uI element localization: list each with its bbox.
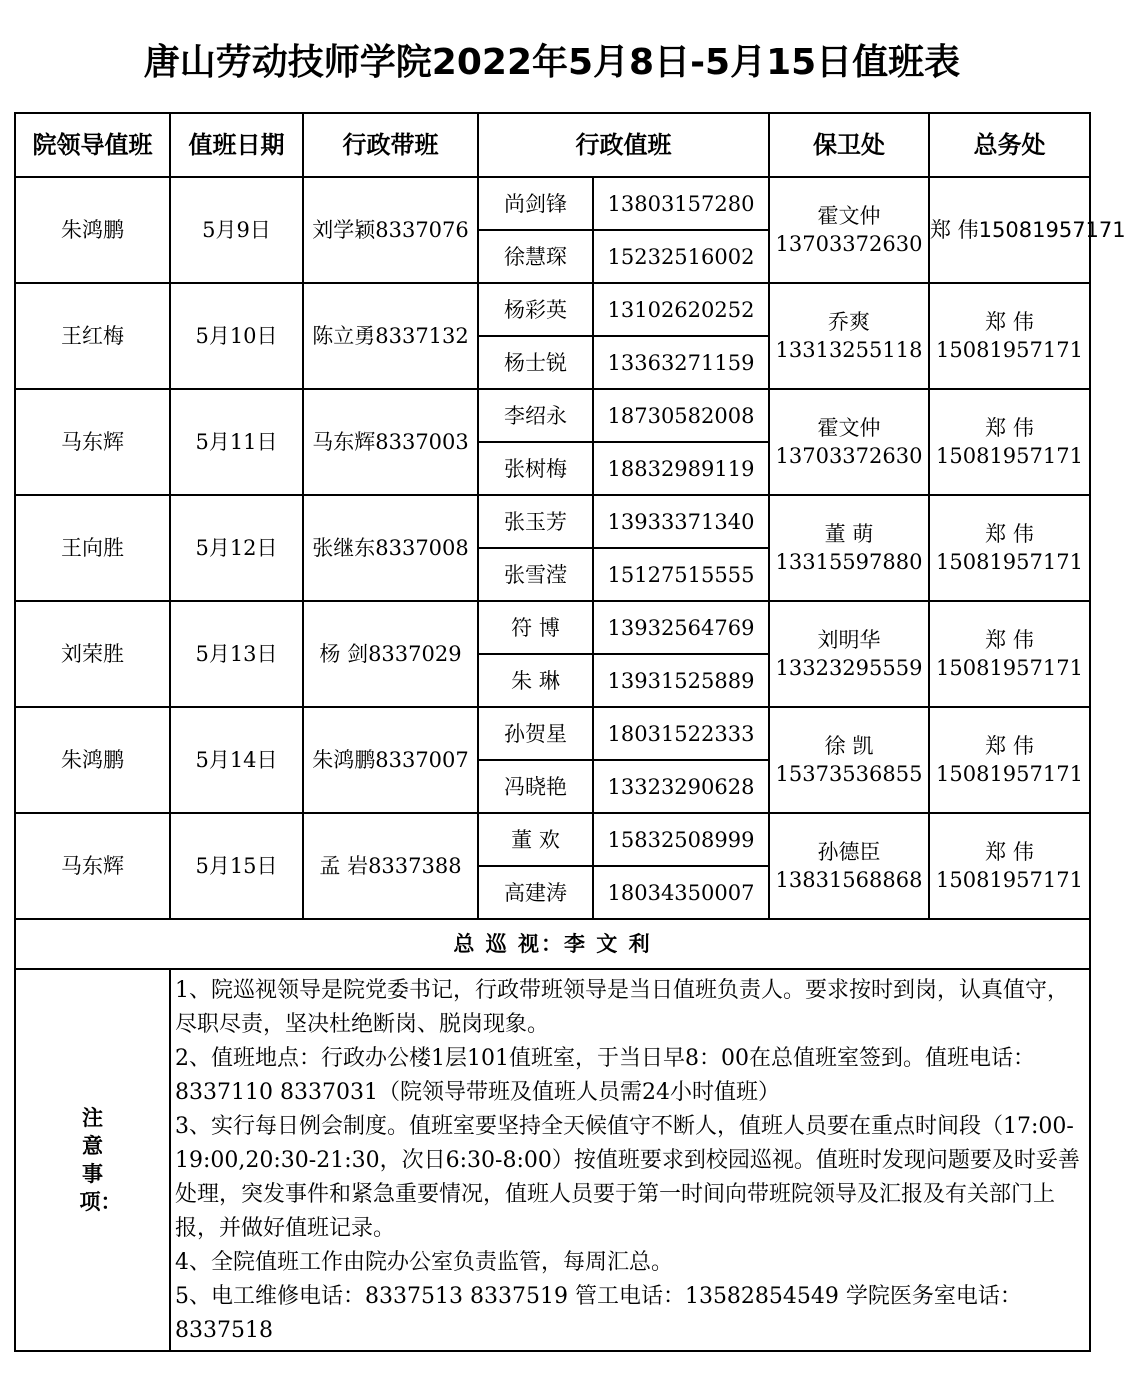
general-name: 郑 伟 (985, 310, 1034, 334)
duty-phone-cell: 15232516002 (593, 230, 769, 283)
duty-name-cell: 杨士锐 (478, 336, 593, 389)
security-cell (769, 389, 929, 495)
general-name: 郑 伟 (985, 416, 1034, 440)
leader-cell: 马东辉 (15, 389, 170, 495)
security-phone: 13831568868 (775, 868, 923, 892)
security-name: 乔爽 (828, 310, 870, 334)
duty-name-cell: 张雪滢 (478, 548, 593, 601)
duty-phone-cell: 13931525889 (593, 654, 769, 707)
duty-name-cell: 冯晓艳 (478, 760, 593, 813)
general-name: 郑 伟15081957171 (930, 218, 1126, 242)
duty-name-cell: 李绍永 (478, 389, 593, 442)
security-cell (769, 601, 929, 707)
duty-name-cell: 张树梅 (478, 442, 593, 495)
notes-label-cell (15, 969, 170, 1351)
duty-name-cell: 尚剑锋 (478, 177, 593, 230)
duty-phone-cell: 18034350007 (593, 866, 769, 919)
leader-cell: 朱鸿鹏 (15, 707, 170, 813)
notes-row (15, 969, 1090, 1351)
security-cell (769, 283, 929, 389)
security-phone: 13315597880 (775, 550, 923, 574)
duty-table (14, 112, 1126, 1352)
notes-cell (170, 969, 1090, 1351)
note-item: 2、值班地点：行政办公楼1层101值班室，于当日早8：00在总值班室签到。值班电话：8337110 8337031（院领导带班及值班人员需24小时值班） (175, 1046, 1035, 1105)
table-row (15, 707, 1090, 760)
notes-label: 注意事项： (79, 1106, 122, 1214)
general-cell (929, 283, 1090, 389)
date-cell: 5月15日 (170, 813, 303, 919)
duty-name-cell: 高建涛 (478, 866, 593, 919)
header-admin-duty: 行政值班 (478, 113, 769, 177)
duty-phone-cell: 18730582008 (593, 389, 769, 442)
table-row (15, 601, 1090, 654)
duty-phone-cell: 15832508999 (593, 813, 769, 866)
date-cell: 5月11日 (170, 389, 303, 495)
duty-name-cell: 孙贺星 (478, 707, 593, 760)
security-cell (769, 707, 929, 813)
header-admin-lead: 行政带班 (303, 113, 478, 177)
admin-lead-cell: 刘学颖8337076 (303, 177, 478, 283)
general-phone: 15081957171 (936, 338, 1083, 362)
admin-lead-cell: 杨 剑8337029 (303, 601, 478, 707)
leader-cell: 刘荣胜 (15, 601, 170, 707)
security-phone: 13323295559 (775, 656, 923, 680)
security-cell (769, 495, 929, 601)
note-item: 4、全院值班工作由院办公室负责监管，每周汇总。 (175, 1250, 673, 1275)
admin-lead-cell: 马东辉8337003 (303, 389, 478, 495)
security-name: 刘明华 (817, 628, 881, 652)
leader-cell: 王向胜 (15, 495, 170, 601)
general-cell (929, 601, 1090, 707)
leader-cell: 王红梅 (15, 283, 170, 389)
admin-lead-cell: 张继东8337008 (303, 495, 478, 601)
date-cell: 5月12日 (170, 495, 303, 601)
general-cell (929, 707, 1090, 813)
general-phone: 15081957171 (936, 550, 1083, 574)
general-cell (929, 389, 1090, 495)
leader-cell: 马东辉 (15, 813, 170, 919)
general-phone: 15081957171 (936, 762, 1083, 786)
duty-phone-cell: 13102620252 (593, 283, 769, 336)
table-header-row (15, 113, 1090, 177)
table-row (15, 283, 1090, 336)
general-cell (929, 813, 1090, 919)
duty-phone-cell: 13323290628 (593, 760, 769, 813)
admin-lead-cell: 朱鸿鹏8337007 (303, 707, 478, 813)
header-date: 值班日期 (170, 113, 303, 177)
note-item: 5、电工维修电话：8337513 8337519 管工电话：13582854549 学院医务室电话：8337518 (175, 1284, 1022, 1343)
security-name: 霍文仲 (817, 416, 881, 440)
admin-lead-cell: 孟 岩8337388 (303, 813, 478, 919)
note-item: 1、院巡视领导是院党委书记，行政带班领导是当日值班负责人。要求按时到岗，认真值守， 尽职尽责，坚决杜绝断岗、脱岗现象。 (175, 978, 1070, 1037)
leader-cell: 朱鸿鹏 (15, 177, 170, 283)
security-cell (769, 177, 929, 283)
date-cell: 5月14日 (170, 707, 303, 813)
security-name: 霍文仲 (817, 204, 881, 228)
admin-lead-cell: 陈立勇8337132 (303, 283, 478, 389)
table-row (15, 813, 1090, 866)
security-name: 董 萌 (824, 522, 874, 546)
patrol-cell: 总 巡 视：李 文 利 (15, 919, 1090, 969)
duty-phone-cell: 13933371340 (593, 495, 769, 548)
security-phone: 13313255118 (775, 338, 923, 362)
general-phone: 15081957171 (936, 868, 1083, 892)
page-title: 唐山劳动技师学院2022年5月8日-5月15日值班表 (143, 42, 961, 83)
table-row (15, 389, 1090, 442)
header-general: 总务处 (929, 113, 1090, 177)
security-name: 孙德臣 (817, 840, 881, 864)
general-name: 郑 伟 (985, 628, 1034, 652)
duty-name-cell: 董 欢 (478, 813, 593, 866)
duty-phone-cell: 18031522333 (593, 707, 769, 760)
duty-name-cell: 张玉芳 (478, 495, 593, 548)
duty-name-cell: 徐慧琛 (478, 230, 593, 283)
date-cell: 5月9日 (170, 177, 303, 283)
table-row (15, 495, 1090, 548)
duty-phone-cell: 18832989119 (593, 442, 769, 495)
security-phone: 13703372630 (775, 232, 923, 256)
date-cell: 5月13日 (170, 601, 303, 707)
duty-name-cell: 杨彩英 (478, 283, 593, 336)
general-phone: 15081957171 (936, 656, 1083, 680)
general-cell (929, 177, 1126, 283)
note-item: 3、实行每日例会制度。值班室要坚持全天候值守不断人，值班人员要在重点时间段（17:00-19:00,20:30-21:30，次日6:30-8:00）按值班要求到校园巡视。值班时发现问题要及时妥善处理，突发事件和紧急重要情况，值班人员要于第一时间向带班院领导及汇报及有关部门上报，并做好值班记录。 (175, 1114, 1080, 1241)
general-name: 郑 伟 (985, 840, 1034, 864)
duty-phone-cell: 13803157280 (593, 177, 769, 230)
duty-phone-cell: 13363271159 (593, 336, 769, 389)
patrol-row (15, 919, 1090, 969)
duty-phone-cell: 15127515555 (593, 548, 769, 601)
security-phone: 13703372630 (775, 444, 923, 468)
date-cell: 5月10日 (170, 283, 303, 389)
security-phone: 15373536855 (775, 762, 923, 786)
security-cell (769, 813, 929, 919)
duty-phone-cell: 13932564769 (593, 601, 769, 654)
header-leader: 院领导值班 (15, 113, 170, 177)
duty-name-cell: 符 博 (478, 601, 593, 654)
table-row (15, 177, 1090, 230)
header-security: 保卫处 (769, 113, 929, 177)
duty-name-cell: 朱 琳 (478, 654, 593, 707)
security-name: 徐 凯 (824, 734, 874, 758)
general-name: 郑 伟 (985, 522, 1034, 546)
general-name: 郑 伟 (985, 734, 1034, 758)
general-phone: 15081957171 (936, 444, 1083, 468)
general-cell (929, 495, 1090, 601)
